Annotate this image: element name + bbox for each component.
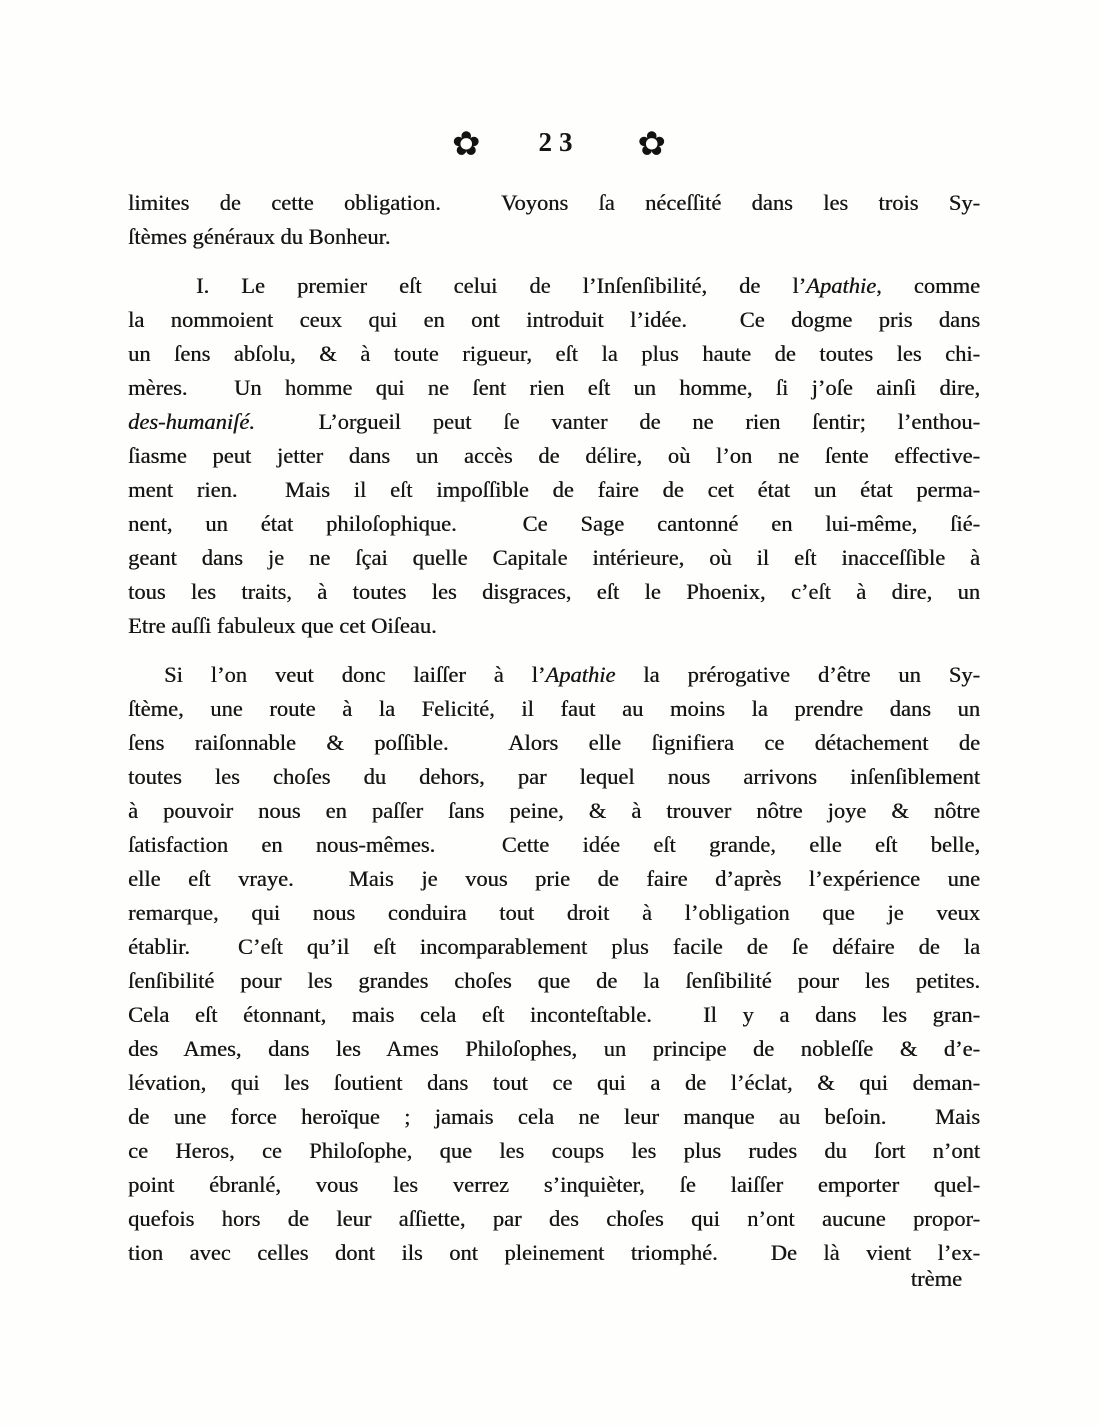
text-segment: ſatisfaction en nous-mêmes. Cette idée eſt grande, elle eſt belle, bbox=[128, 832, 980, 857]
text-line bbox=[128, 473, 980, 507]
text-line bbox=[128, 930, 980, 964]
text-line bbox=[128, 964, 980, 998]
text-line bbox=[128, 337, 980, 371]
paragraph bbox=[128, 658, 980, 1270]
text-line bbox=[128, 541, 980, 575]
text-segment: tous les traits, à toutes les disgraces, eſt le Phoenix, c’eſt à dire, un bbox=[128, 579, 980, 604]
text-line bbox=[128, 1134, 980, 1168]
text-line bbox=[128, 405, 980, 439]
text-line bbox=[128, 1236, 980, 1270]
text-segment: ſiasme peut jetter dans un accès de délire, où l’on ne ſente effective- bbox=[128, 443, 980, 468]
text-line bbox=[128, 371, 980, 405]
text-segment: ſtème, une route à la Felicité, il faut au moins la prendre dans un bbox=[128, 696, 980, 721]
text-segment: elle eſt vraye. Mais je vous prie de faire d’après l’expérience une bbox=[128, 866, 980, 891]
text-segment: remarque, qui nous conduira tout droit à l’obligation que je veux bbox=[128, 900, 980, 925]
text-line bbox=[128, 220, 980, 254]
text-segment: Etre auſſi fabuleux que cet Oiſeau. bbox=[128, 613, 437, 638]
text-line bbox=[128, 186, 980, 220]
text-line bbox=[128, 794, 980, 828]
text-segment: Cela eſt étonnant, mais cela eſt inconteſtable. Il y a dans les gran- bbox=[128, 1002, 980, 1027]
text-segment: à pouvoir nous en paſſer ſans peine, & à trouver nôtre joye & nôtre bbox=[128, 798, 980, 823]
text-segment: des Ames, dans les Ames Philoſophes, un principe de nobleſſe & d’e- bbox=[128, 1036, 980, 1061]
text-segment: mères. Un homme qui ne ſent rien eſt un homme, ſi j’oſe ainſi dire, bbox=[128, 375, 980, 400]
italic-text: Apathie bbox=[806, 273, 877, 298]
text-segment: ſenſibilité pour les grandes choſes que de la ſenſibilité pour les petites. bbox=[128, 968, 980, 993]
text-segment: ſtèmes généraux du Bonheur. bbox=[128, 224, 391, 249]
text-line bbox=[128, 1032, 980, 1066]
text-line bbox=[128, 439, 980, 473]
text-line bbox=[128, 1100, 980, 1134]
text-line bbox=[128, 862, 980, 896]
paragraph bbox=[128, 269, 980, 643]
italic-text: Apathie bbox=[545, 662, 616, 687]
text-segment: ce Heros, ce Philoſophe, que les coups les plus rudes du ſort n’ont bbox=[128, 1138, 980, 1163]
text-segment: tion avec celles dont ils ont pleinement triomphé. De là vient l’ex- bbox=[128, 1240, 980, 1265]
text-segment: point ébranlé, vous les verrez s’inquièter, ſe laiſſer emporter quel- bbox=[128, 1172, 980, 1197]
catchword: trème bbox=[910, 1266, 962, 1291]
text-segment: de une force heroïque ; jamais cela ne leur manque au beſoin. Mais bbox=[128, 1104, 980, 1129]
italic-text: des-humaniſé. bbox=[128, 409, 255, 434]
paragraph bbox=[128, 186, 980, 254]
page-number: 23 bbox=[538, 126, 580, 157]
text-line bbox=[128, 1168, 980, 1202]
text-line bbox=[128, 1202, 980, 1236]
text-segment: L’orgueil peut ſe vanter de ne rien ſentir; l’enthou- bbox=[254, 409, 980, 434]
text-segment: ſens raiſonnable & poſſible. Alors elle ſignifiera ce détachement de bbox=[128, 730, 980, 755]
text-line bbox=[128, 896, 980, 930]
text-segment: geant dans je ne ſçai quelle Capitale intérieure, où il eſt inacceſſible à bbox=[128, 545, 980, 570]
text-line bbox=[128, 303, 980, 337]
text-segment: Si l’on veut donc laiſſer à l’ bbox=[164, 662, 546, 687]
text-segment: établir. C’eſt qu’il eſt incomparablement plus facile de ſe défaire de la bbox=[128, 934, 980, 959]
text-line bbox=[128, 998, 980, 1032]
text-line bbox=[128, 575, 980, 609]
text-segment: la nommoient ceux qui en ont introduit l’idée. Ce dogme pris dans bbox=[128, 307, 980, 332]
text-line bbox=[128, 507, 980, 541]
text-line bbox=[128, 726, 980, 760]
floral-ornament-left-icon: ✿ bbox=[452, 124, 481, 164]
text-segment: un ſens abſolu, & à toute rigueur, eſt la plus haute de toutes les chi- bbox=[128, 341, 980, 366]
running-head bbox=[0, 124, 1100, 164]
text-line bbox=[128, 609, 980, 643]
text-line bbox=[128, 658, 980, 692]
text-segment: ment rien. Mais il eſt impoſſible de faire de cet état un état perma- bbox=[128, 477, 980, 502]
text-line bbox=[128, 760, 980, 794]
text-segment: la prérogative d’être un Sy- bbox=[615, 662, 980, 687]
text-line bbox=[128, 692, 980, 726]
text-line bbox=[128, 269, 980, 303]
floral-ornament-right-icon: ✿ bbox=[637, 124, 666, 164]
text-segment: limites de cette obligation. Voyons ſa néceſſité dans les trois Sy- bbox=[128, 190, 980, 215]
text-line bbox=[128, 828, 980, 862]
text-line bbox=[128, 1066, 980, 1100]
page-text bbox=[128, 186, 980, 1270]
text-segment: toutes les choſes du dehors, par lequel nous arrivons inſenſiblement bbox=[128, 764, 980, 789]
text-segment: I. Le premier eſt celui de l’Inſenſibilité, de l’ bbox=[196, 273, 807, 298]
text-segment: nent, un état philoſophique. Ce Sage cantonné en lui-même, ſié- bbox=[128, 511, 980, 536]
text-segment: quefois hors de leur aſſiette, par des choſes qui n’ont aucune propor- bbox=[128, 1206, 980, 1231]
text-segment: lévation, qui les ſoutient dans tout ce qui a de l’éclat, & qui deman- bbox=[128, 1070, 980, 1095]
text-segment: , comme bbox=[876, 273, 980, 298]
